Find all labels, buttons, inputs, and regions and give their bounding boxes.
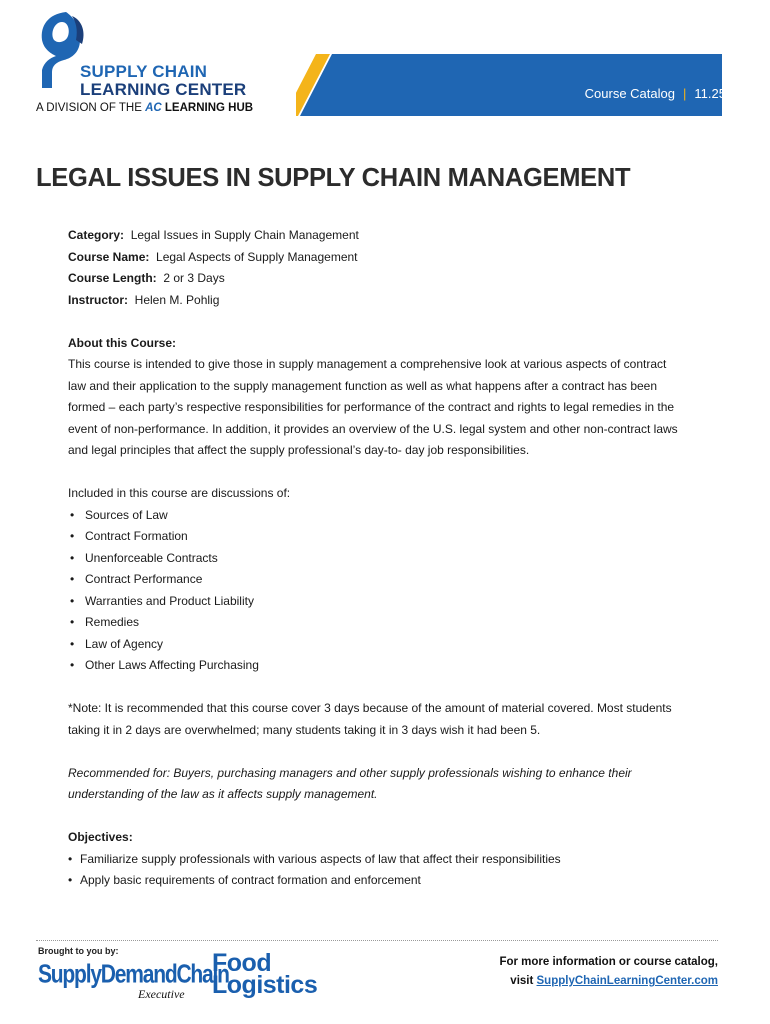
catalog-date: 11.25.15 <box>694 86 744 101</box>
footer-info <box>499 953 718 991</box>
footer-visit: visit <box>510 975 534 987</box>
list-item: • Other Laws Affecting Purchasing <box>68 655 728 677</box>
note-line: *Note: It is recommended that this course cover 3 days because of the amount of material covered. Most students <box>68 701 672 715</box>
footer-brought-by: Brought to you by: <box>38 946 119 956</box>
meta-course-length <box>68 268 728 290</box>
about-heading: About this Course: <box>68 335 176 350</box>
catalog-label: Course Catalog <box>584 86 675 101</box>
meta-course-name-value: Legal Aspects of Supply Management <box>156 249 358 264</box>
recommended-line: Recommended for: Buyers, purchasing managers and other supply professionals wishing to enhance their <box>68 765 632 780</box>
meta-course-length-label: Course Length: <box>68 271 157 285</box>
division-text <box>36 102 253 114</box>
about-line: law and their application to the supply management function as well as what happens after a contract has been <box>68 378 658 393</box>
food-logo-line1: Food <box>212 949 272 977</box>
list-item: • Apply basic requirements of contract formation and enforcement <box>68 870 728 892</box>
about-line: This course is intended to give those in supply management a comprehensive look at various aspects of contract <box>68 357 667 371</box>
objectives-list <box>68 849 728 892</box>
page-title: LEGAL ISSUES IN SUPPLY CHAIN MANAGEMENT <box>36 164 631 192</box>
list-item: • Familiarize supply professionals with various aspects of law that affect their responsibilities <box>68 849 728 871</box>
meta-course-name-label: Course Name: <box>68 249 150 264</box>
sdc-logo: SupplyDemandChain <box>38 960 229 989</box>
meta-category <box>68 225 728 247</box>
note-line: taking it in 2 days are overwhelmed; many students taking it in 3 days wish it had been 5. <box>68 722 541 737</box>
food-logo-line2: Logistics <box>212 971 318 999</box>
catalog-separator: | <box>682 86 687 101</box>
website-link[interactable]: SupplyChainLearningCenter.com <box>536 975 718 987</box>
about-line: and legal principles that affect the supply professional’s day-to- day job responsibilities. <box>68 443 530 457</box>
company-logo <box>34 10 274 120</box>
about-line: event of non-performance. In addition, it provides an overview of the U.S. legal system and other non-contract laws <box>68 421 678 436</box>
about-line: formed – each party’s respective responsibilities for performance of the contract and rights to legal remedies in the <box>68 400 675 414</box>
meta-category-value: Legal Issues in Supply Chain Management <box>130 228 359 242</box>
included-intro: Included in this course are discussions of: <box>68 486 291 500</box>
list-item: • Contract Performance <box>68 569 728 591</box>
division-prefix: A DIVISION OF THE <box>36 102 142 114</box>
objectives-heading: Objectives: <box>68 830 133 844</box>
meta-course-length-value: 2 or 3 Days <box>163 271 225 285</box>
meta-category-label: Category: <box>68 228 125 242</box>
food-logistics-logo <box>212 949 318 999</box>
included-list <box>68 505 728 677</box>
course-content <box>68 225 728 892</box>
list-item: • Sources of Law <box>68 505 728 527</box>
logo-line-supply-chain: SUPPLY CHAIN <box>80 62 208 81</box>
meta-instructor-label: Instructor: <box>68 292 128 307</box>
meta-instructor-value: Helen M. Pohlig <box>134 292 220 307</box>
list-item: • Law of Agency <box>68 634 728 656</box>
meta-instructor <box>68 290 728 312</box>
footer-visit-line <box>499 972 718 991</box>
logo-swoosh-icon <box>36 10 86 90</box>
footer-divider <box>36 940 718 941</box>
division-suffix: LEARNING HUB <box>164 102 254 114</box>
logo-line-learning-center: LEARNING CENTER <box>80 80 247 99</box>
footer-info-line: For more information or course catalog, <box>499 956 718 968</box>
list-item: • Unenforceable Contracts <box>68 548 728 570</box>
header-banner <box>296 54 722 116</box>
list-item: • Contract Formation <box>68 526 728 548</box>
meta-course-name <box>68 247 728 269</box>
list-item: • Warranties and Product Liability <box>68 591 728 613</box>
division-ac-mark: AC <box>145 102 162 114</box>
list-item: • Remedies <box>68 612 728 634</box>
catalog-info <box>585 86 744 101</box>
recommended-line: understanding of the law as it affects supply management. <box>68 787 378 801</box>
sdc-executive: Executive <box>138 987 185 1001</box>
